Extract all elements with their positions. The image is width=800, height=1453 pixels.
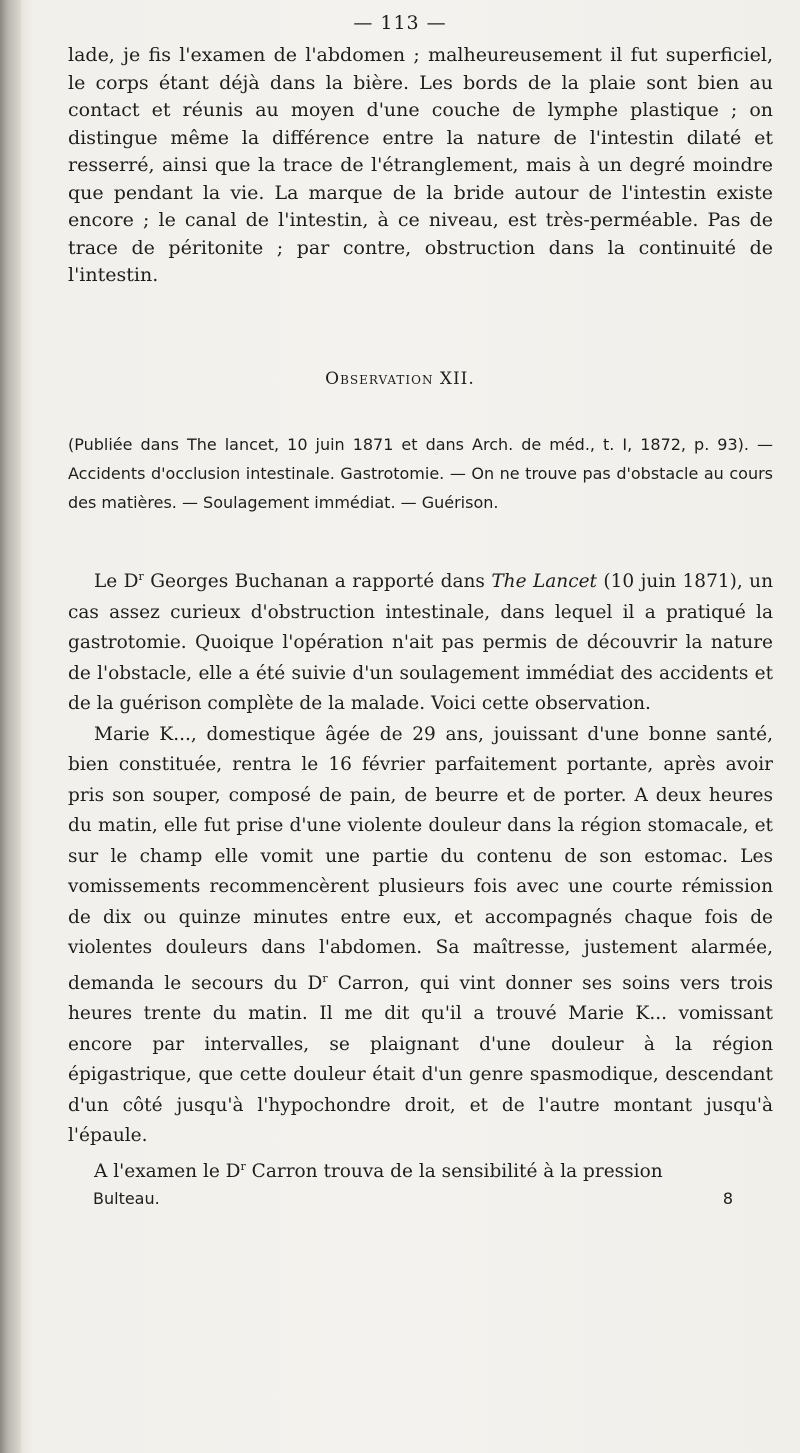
paragraph-case-text-a: Marie K..., domestique âgée de 29 ans, jouissant d'une bonne santé, bien constituée, rentra le 16 février parfaitement portante, après avoir pris son souper, composé de pain, de beurre et de porter. A deux heures du matin, elle fut prise d'une violente douleur dans la région stomacale, et sur le champ elle vomit une partie du contenu de son estomac. Les vomissements recommencèrent plusieurs fois avec une courte rémission de dix ou quinze minutes entre eux, et accompagnés chaque fois de violentes douleurs dans l'abdomen. Sa maîtresse, justement alarmée, demanda le secours du D [68,723,773,994]
paragraph-exam-sup: r [240,1159,246,1173]
paragraph-case-sup: r [322,971,328,985]
paragraph-case-text-b: Carron, qui vint donner ses soins vers trois heures trente du matin. Il me dit qu'il a trouvé Marie K... vomissant encore par intervalles, se plaignant d'une douleur à la région épigastrique, que cette douleur était d'un genre spasmodique, descendant d'un côté jusqu'à l'hypochondre droit, et de l'autre montant jusqu'à l'épaule. [68,972,773,1147]
paragraph-intro-dr: Le D [94,571,139,593]
paragraph-intro-text-a: Georges Buchanan a rapporté dans [143,571,492,593]
observation-summary: (Publiée dans The lancet, 10 juin 1871 et dans Arch. de méd., t. I, 1872, p. 93). — Accidents d'occlusion intestinale. Gastrotomie. — On ne trouve pas d'obstacle au cours des matières. — Soulagement immédiat. — Guérison. [68,435,773,512]
footer-sheet-number: 8 [722,1189,733,1208]
paragraph-intro-text-b: (10 juin 1871), un cas assez curieux d'obstruction intestinale, dans lequel il a pratiqué la gastrotomie. Quoique l'opération n'ait pas permis de découvrir la nature de l'obstacle, elle a été suivie d'un soulagement immédiat des accidents et de la guérison complète de la malade. Voici cette observation. [68,571,773,715]
journal-title: The Lancet [491,571,597,593]
paragraph-intro [68,562,773,720]
page-number-header: — 113 — [353,12,447,34]
footer-signature: Bulteau. [93,1189,160,1208]
observation-body [68,562,773,1187]
paragraph-case [68,720,773,1152]
observation-title: Observation XII. [325,369,475,389]
paragraph-continuation: lade, je fis l'examen de l'abdomen ; malheureusement il fut superficiel, le corps étant déjà dans la bière. Les bords de la plaie sont bien au contact et réunis au moyen d'une couche de lymphe plastique ; on distingue même la différence entre la nature de l'intestin dilaté et resserré, ainsi que la trace de l'étranglement, mais à un degré moindre que pendant la vie. La marque de la bride autour de l'intestin existe encore ; le canal de l'intestin, à ce niveau, est très-perméable. Pas de trace de péritonite ; par contre, obstruction dans la continuité de l'intestin. [68,44,773,286]
paragraph-exam [68,1152,773,1188]
binding-shadow [0,0,22,1453]
paragraph-exam-text-a: A l'examen le D [94,1160,241,1182]
paragraph-exam-text-b: Carron trouva de la sensibilité à la pression [245,1160,663,1182]
paragraph-intro-dr-sup: r [138,570,144,583]
